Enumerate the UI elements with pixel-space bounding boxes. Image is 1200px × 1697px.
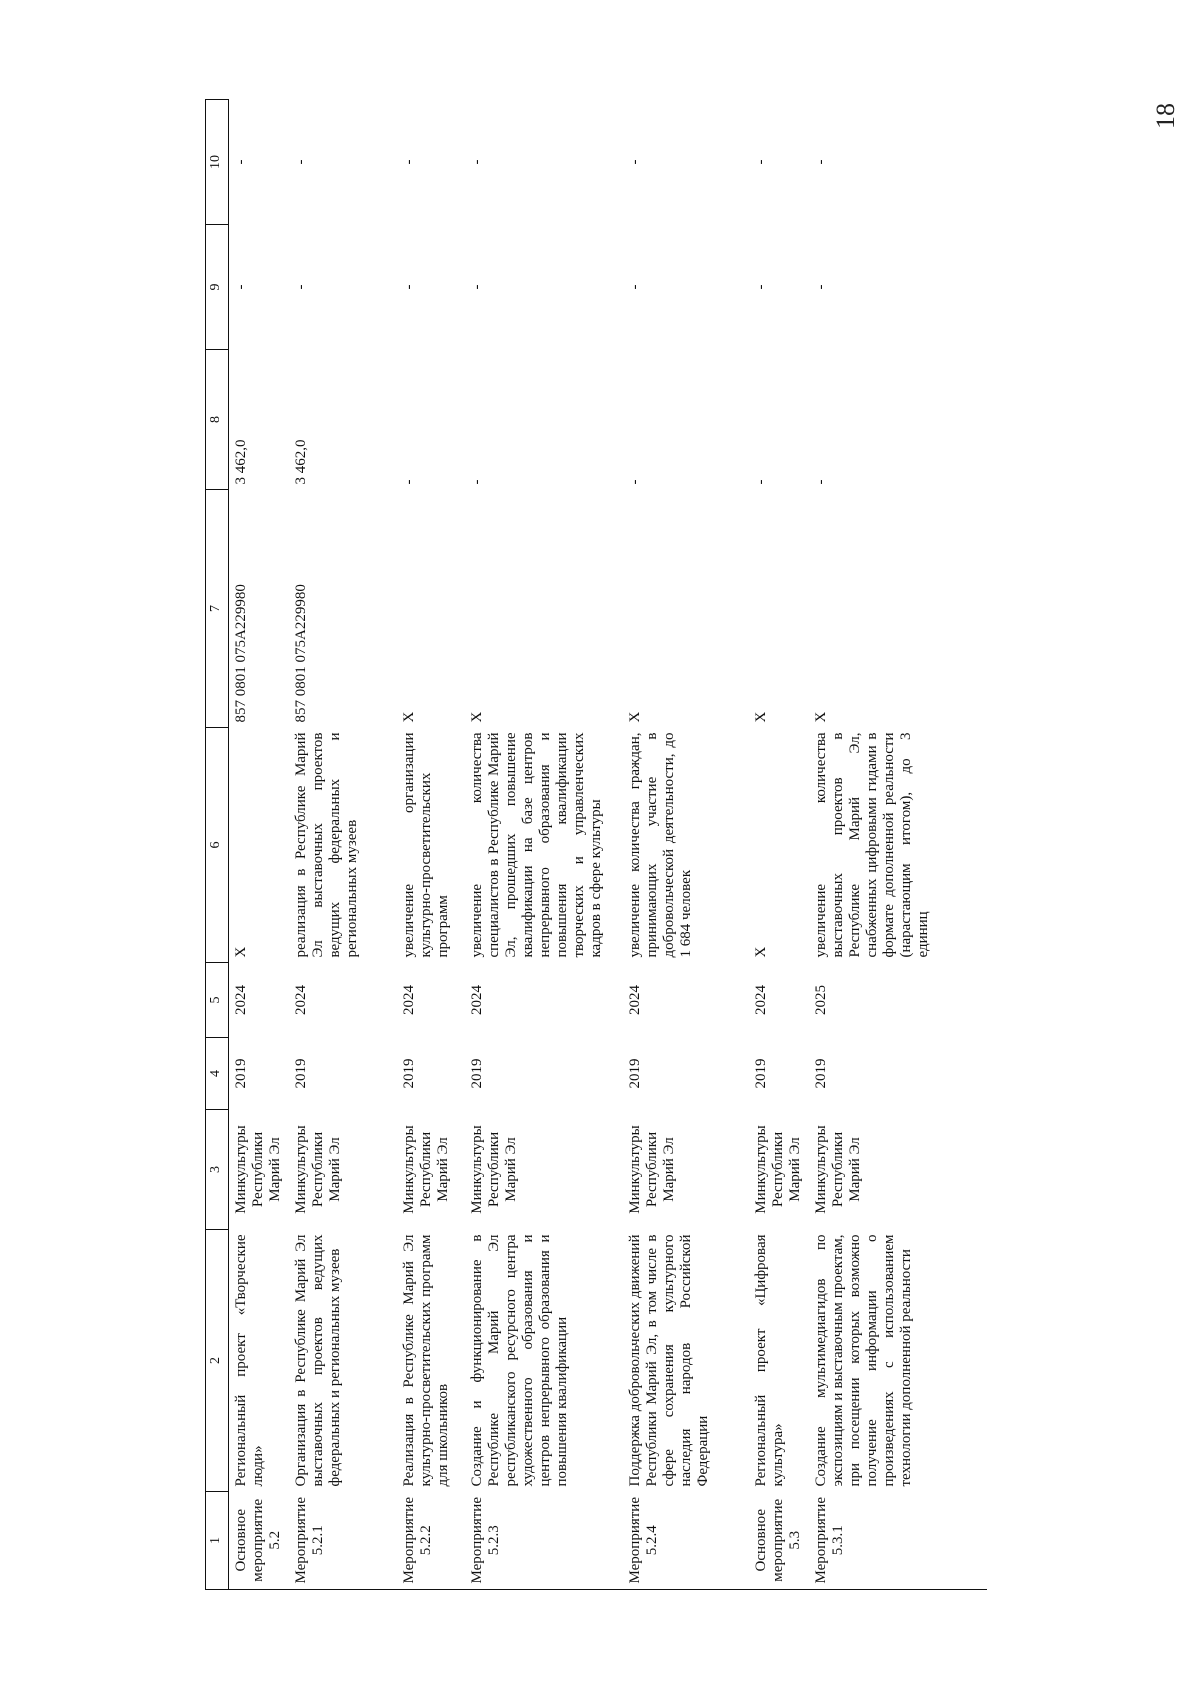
column-header: 6: [206, 728, 229, 963]
rotated-table-wrapper: [205, 100, 945, 1590]
expected-result: увеличение организации культурно-просветительских программ: [401, 732, 451, 958]
start-year: 2019: [753, 1058, 769, 1089]
funding-value: -: [469, 284, 485, 290]
responsible-executor: Минкультуры Республики Марий Эл: [293, 1125, 343, 1214]
measure-id: Основное мероприятие 5.3: [753, 1498, 803, 1582]
budget-code: X: [469, 711, 485, 723]
responsible-executor: Минкультуры Республики Марий Эл: [401, 1125, 451, 1214]
measure-name: Организация в Республике Марий Эл выставочных проектов ведущих федеральных и региональных музеев: [293, 1234, 343, 1487]
funding-value: -: [401, 159, 417, 165]
start-year: 2019: [293, 1058, 309, 1089]
measure-name: Создание и функционирование в Республике Марий Эл республиканского ресурсного центра художественного образования и центров непрерывного образования и повышения квалификации: [469, 1234, 570, 1487]
table-row: [623, 100, 749, 1590]
funding-value: -: [753, 479, 769, 485]
funding-value: 3 462,0: [233, 439, 249, 485]
end-year: 2024: [627, 985, 643, 1015]
responsible-executor: Минкультуры Республики Марий Эл: [233, 1125, 283, 1214]
funding-value: -: [401, 479, 417, 485]
end-year: 2024: [469, 985, 485, 1015]
funding-value: -: [401, 284, 417, 290]
measure-name: Региональный проект «Цифровая культура»: [753, 1234, 786, 1487]
end-year: 2024: [753, 985, 769, 1015]
funding-value: -: [233, 159, 249, 165]
column-header: 7: [206, 490, 229, 728]
table-row: [465, 100, 623, 1590]
column-header: 4: [206, 1038, 229, 1110]
start-year: 2019: [401, 1058, 417, 1089]
expected-result: X: [753, 946, 769, 958]
table-row: [397, 100, 465, 1590]
column-header: 3: [206, 1110, 229, 1230]
table-row: [229, 100, 290, 1590]
budget-code: X: [753, 711, 769, 723]
column-header: 5: [206, 963, 229, 1038]
measure-id: Мероприятие 5.2.4: [627, 1497, 660, 1584]
funding-value: -: [469, 159, 485, 165]
measure-id: Мероприятие 5.3.1: [813, 1497, 846, 1584]
table-row: [809, 100, 987, 1590]
funding-value: -: [233, 284, 249, 290]
funding-value: 3 462,0: [293, 439, 309, 485]
funding-value: -: [469, 479, 485, 485]
start-year: 2019: [233, 1058, 249, 1089]
funding-value: -: [753, 159, 769, 165]
expected-result: увеличение количества специалистов в Республике Марий Эл, прошедших повышение квалификации на базе центров непрерывного образования и повышения квалификации творческих и управленческих кадров в сфере культуры: [469, 732, 604, 958]
funding-value: -: [813, 284, 829, 290]
funding-value: -: [627, 479, 643, 485]
funding-value: -: [813, 479, 829, 485]
table-row: [749, 100, 809, 1590]
budget-code: X: [401, 711, 417, 723]
funding-value: -: [753, 284, 769, 290]
responsible-executor: Минкультуры Республики Марий Эл: [627, 1125, 677, 1214]
funding-value: -: [627, 159, 643, 165]
table-header-row: [206, 100, 229, 1590]
program-measures-table: [205, 99, 987, 1590]
measure-name: Региональный проект «Творческие люди»: [233, 1234, 266, 1487]
end-year: 2024: [293, 985, 309, 1015]
funding-value: -: [293, 159, 309, 165]
end-year: 2024: [233, 985, 249, 1015]
start-year: 2019: [813, 1058, 829, 1089]
expected-result: X: [233, 946, 249, 958]
funding-value: -: [813, 159, 829, 165]
start-year: 2019: [469, 1058, 485, 1089]
end-year: 2024: [401, 985, 417, 1015]
responsible-executor: Минкультуры Республики Марий Эл: [469, 1125, 519, 1214]
responsible-executor: Минкультуры Республики Марий Эл: [753, 1125, 803, 1214]
column-header: 10: [206, 100, 229, 225]
measure-name: Создание мультимедиагидов по экспозициям и выставочным проектам, при посещении которых возможно получение информации о произведениях с использованием технологии дополненной реальности: [813, 1234, 914, 1487]
expected-result: увеличение количества выставочных проектов в Республике Марий Эл, снабженных цифровыми гидами в формате дополненной реальности (нарастающим итогом), до 3 единиц: [813, 732, 931, 958]
budget-code: 857 0801 075A229980: [293, 584, 309, 723]
measure-id: Основное мероприятие 5.2: [233, 1498, 283, 1582]
budget-code: X: [813, 711, 829, 723]
measure-id: Мероприятие 5.2.3: [469, 1497, 502, 1584]
funding-value: -: [627, 284, 643, 290]
column-header: 9: [206, 225, 229, 350]
column-header: 2: [206, 1230, 229, 1492]
expected-result: реализация в Республике Марий Эл выставочных проектов ведущих федеральных и региональных музеев: [293, 732, 360, 958]
column-header: 8: [206, 350, 229, 490]
end-year: 2025: [813, 985, 829, 1015]
measure-name: Поддержка добровольческих движений Республики Марий Эл, в том числе в сфере сохранения культурного наследия народов Российской Федерации: [627, 1234, 711, 1487]
page-number: 18: [1151, 103, 1180, 129]
measure-name: Реализация в Республике Марий Эл культурно-просветительских программ для школьников: [401, 1234, 451, 1487]
start-year: 2019: [627, 1058, 643, 1089]
funding-value: -: [293, 284, 309, 290]
measure-id: Мероприятие 5.2.1: [293, 1497, 326, 1584]
expected-result: увеличение количества граждан, принимающих участие в добровольческой деятельности, до 1 684 человек: [627, 732, 694, 958]
budget-code: 857 0801 075A229980: [233, 584, 249, 723]
responsible-executor: Минкультуры Республики Марий Эл: [813, 1125, 863, 1214]
budget-code: X: [627, 711, 643, 723]
column-header: 1: [206, 1492, 229, 1590]
measure-id: Мероприятие 5.2.2: [401, 1497, 434, 1584]
table-row: [289, 100, 397, 1590]
